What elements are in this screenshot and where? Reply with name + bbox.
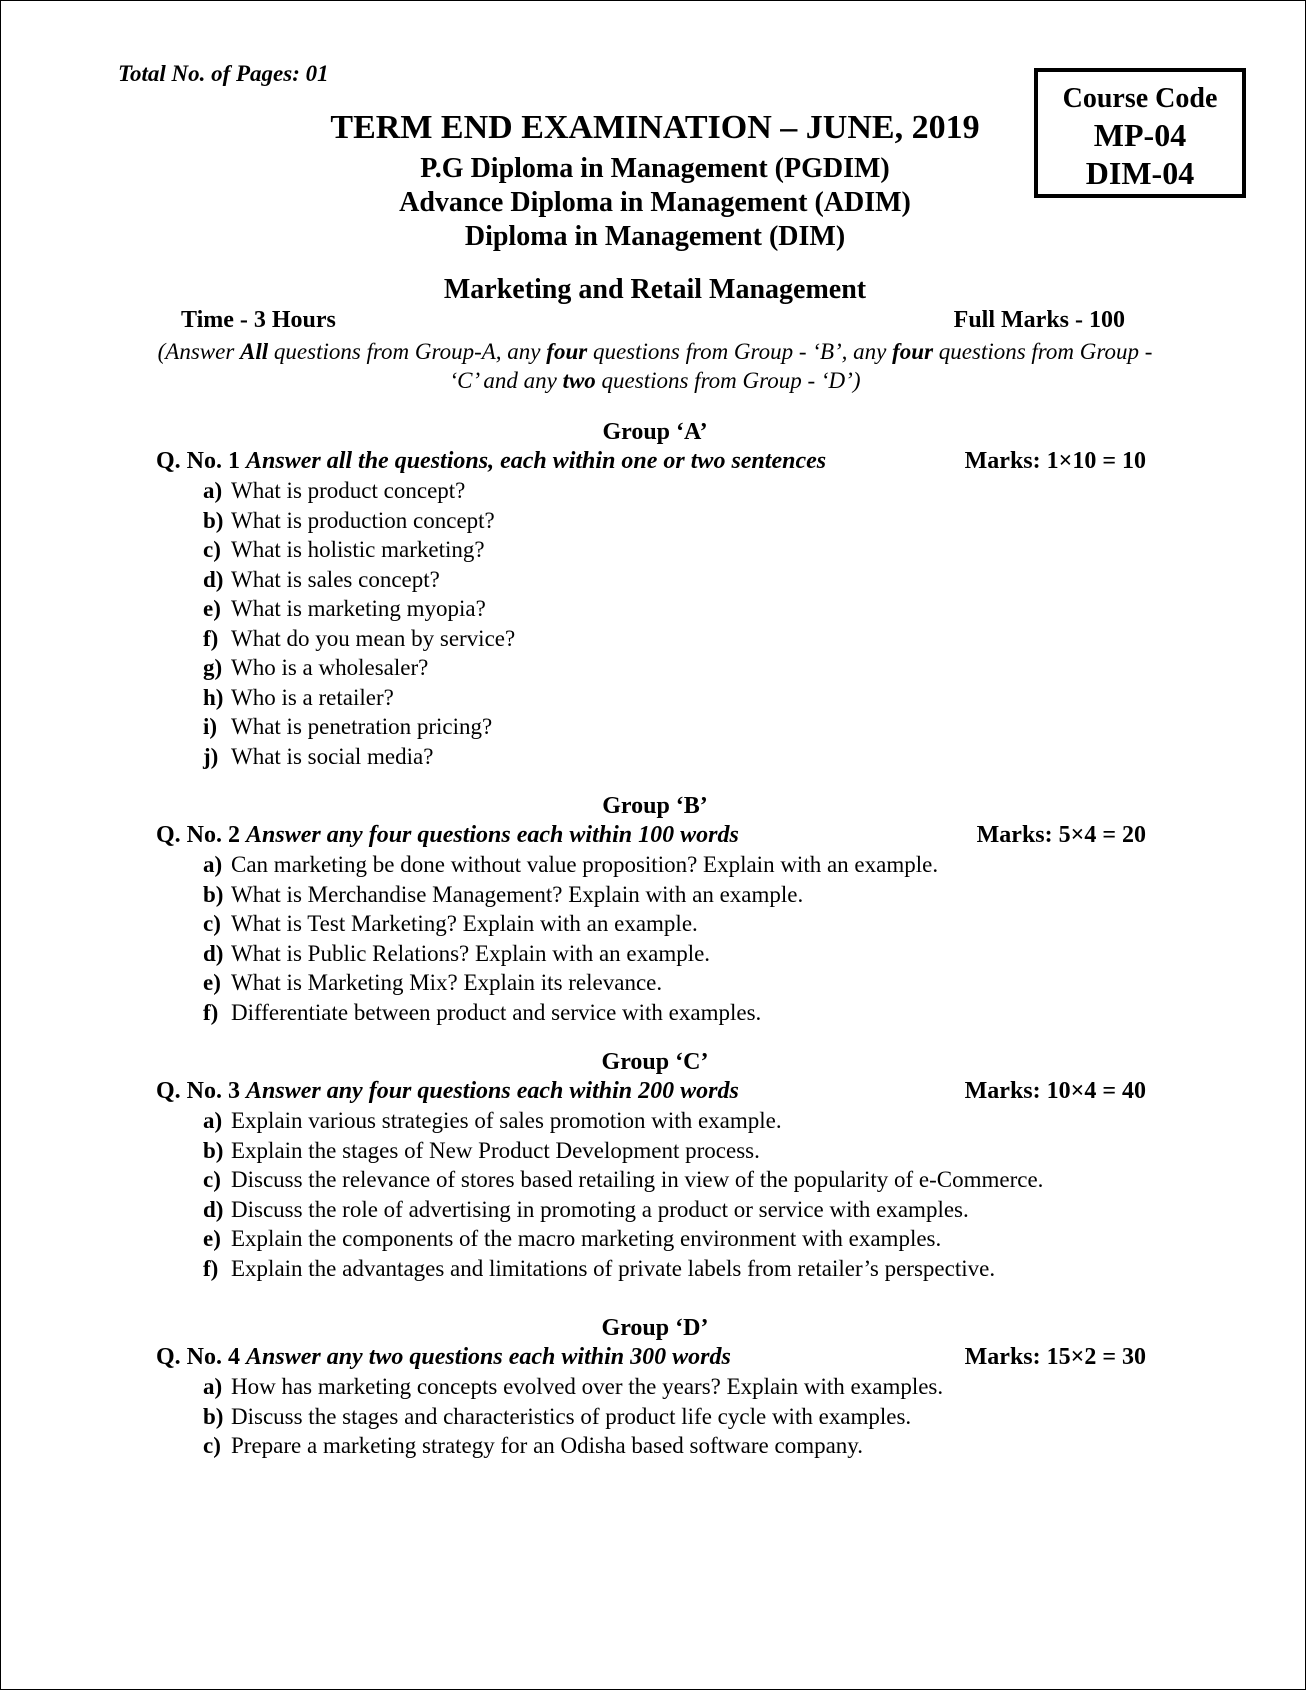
list-item: a) Explain various strategies of sales promotion with example. bbox=[203, 1108, 782, 1133]
group-c-questions bbox=[203, 1106, 1043, 1283]
list-item: c) Prepare a marketing strategy for an Odisha based software company. bbox=[203, 1433, 864, 1458]
full-marks: Full Marks - 100 bbox=[953, 307, 1125, 333]
course-code-mp: MP-04 bbox=[1093, 117, 1187, 153]
programme-adim: Advance Diploma in Management (ADIM) bbox=[399, 187, 911, 218]
question-marks: Marks: 5×4 = 20 bbox=[976, 822, 1146, 848]
group-b-questions bbox=[203, 850, 938, 1027]
list-item: b) What is Merchandise Management? Explain with an example. bbox=[203, 881, 804, 907]
total-pages-note: Total No. of Pages: 01 bbox=[118, 61, 329, 86]
general-instructions: (Answer All questions from Group-A, any four questions from Group - ‘B’, any four questions from Group - ‘C’ and any two questions from Group - ‘D’) bbox=[157, 339, 1153, 393]
course-code-label: Course Code bbox=[1062, 83, 1218, 114]
list-item: d) Discuss the role of advertising in promoting a product or service with examples. bbox=[203, 1196, 969, 1222]
programme-dim: Diploma in Management (DIM) bbox=[464, 221, 846, 252]
question-marks: Marks: 15×2 = 30 bbox=[964, 1344, 1146, 1370]
question-instruction: Answer any two questions each within 300 words bbox=[246, 1344, 731, 1370]
list-item: c) What is Test Marketing? Explain with an example. bbox=[203, 911, 698, 936]
group-a-questions bbox=[203, 476, 515, 771]
list-item: b) What is production concept? bbox=[203, 507, 495, 533]
course-code-dim: DIM-04 bbox=[1085, 155, 1195, 191]
question-instruction: Answer all the questions, each within one or two sentences bbox=[246, 448, 827, 474]
list-item: j) What is social media? bbox=[203, 743, 434, 769]
exam-title: TERM END EXAMINATION – JUNE, 2019 bbox=[330, 109, 980, 146]
list-item: e) What is Marketing Mix? Explain its relevance. bbox=[203, 970, 663, 995]
list-item: a) How has marketing concepts evolved over the years? Explain with examples. bbox=[203, 1374, 944, 1399]
question-2-header bbox=[156, 822, 1146, 849]
question-instruction: Answer any four questions each within 200 words bbox=[246, 1078, 739, 1104]
list-item: f) What do you mean by service? bbox=[203, 625, 516, 651]
group-d-title: Group ‘D’ bbox=[601, 1315, 709, 1341]
subject-title: Marketing and Retail Management bbox=[443, 274, 867, 305]
question-instruction: Answer any four questions each within 100 words bbox=[246, 822, 739, 848]
list-item: f) Explain the advantages and limitations of private labels from retailer’s perspective. bbox=[203, 1255, 996, 1281]
list-item: e) Explain the components of the macro marketing environment with examples. bbox=[203, 1226, 942, 1251]
list-item: f) Differentiate between product and service with examples. bbox=[203, 999, 762, 1025]
exam-time: Time - 3 Hours bbox=[181, 307, 336, 333]
question-number: Q. No. 4 bbox=[156, 1344, 240, 1370]
list-item: e) What is marketing myopia? bbox=[203, 596, 486, 621]
list-item: i) What is penetration pricing? bbox=[203, 714, 493, 739]
list-item: d) What is sales concept? bbox=[203, 566, 440, 592]
list-item: c) Discuss the relevance of stores based retailing in view of the popularity of e-Commerce. bbox=[203, 1167, 1044, 1192]
list-item: g) Who is a wholesaler? bbox=[203, 655, 429, 680]
list-item: b) Discuss the stages and characteristics of product life cycle with examples. bbox=[203, 1403, 912, 1429]
question-number: Q. No. 3 bbox=[156, 1078, 240, 1104]
question-marks: Marks: 1×10 = 10 bbox=[964, 448, 1146, 474]
question-number: Q. No. 2 bbox=[156, 822, 240, 848]
list-item: h) Who is a retailer? bbox=[203, 684, 394, 710]
group-b-title: Group ‘B’ bbox=[602, 793, 708, 819]
list-item: a) What is product concept? bbox=[203, 478, 466, 503]
question-4-header bbox=[156, 1344, 1146, 1371]
question-marks: Marks: 10×4 = 40 bbox=[964, 1078, 1146, 1104]
group-c-title: Group ‘C’ bbox=[601, 1049, 709, 1075]
list-item: c) What is holistic marketing? bbox=[203, 537, 485, 562]
question-1-header bbox=[156, 448, 1146, 475]
list-item: b) Explain the stages of New Product Development process. bbox=[203, 1137, 760, 1163]
list-item: d) What is Public Relations? Explain with an example. bbox=[203, 940, 711, 966]
programme-pgdim: P.G Diploma in Management (PGDIM) bbox=[420, 153, 890, 184]
question-number: Q. No. 1 bbox=[156, 448, 240, 474]
list-item: a) Can marketing be done without value proposition? Explain with an example. bbox=[203, 852, 939, 877]
group-d-questions bbox=[203, 1372, 943, 1461]
group-a-title: Group ‘A’ bbox=[602, 419, 708, 445]
question-3-header bbox=[156, 1078, 1146, 1105]
